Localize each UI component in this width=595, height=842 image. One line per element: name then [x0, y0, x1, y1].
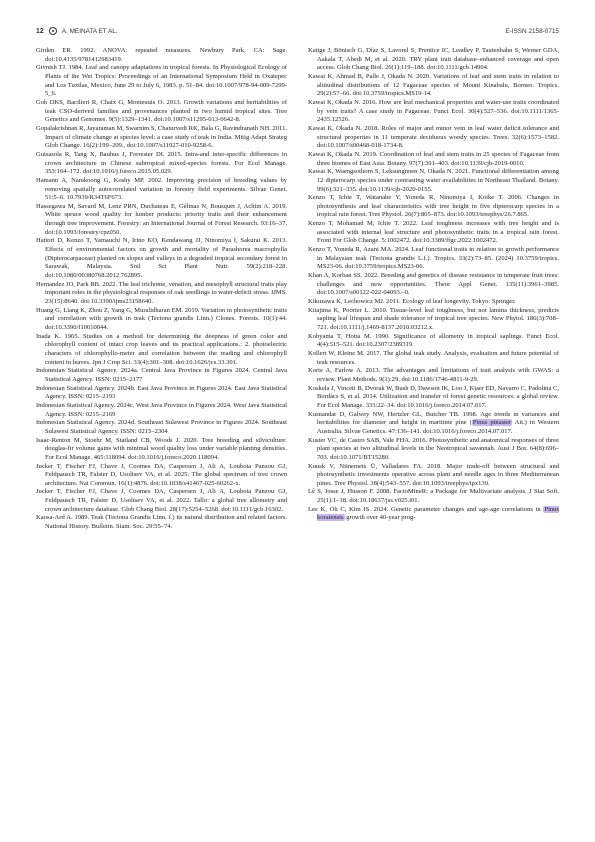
reference-entry: Kikuzawa K, Lechowicz MJ. 2011. Ecology of leaf longevity. Tokyo: Springer. — [308, 298, 516, 306]
reference-entry: Gopalakrishnan R, Jayaraman M, Swarnim S, Chaturvedi RK, Bala G, Ravindranath NH. 2011. Impact of climate change at species level: a case study of teak in India. Mitig Adapt Strateg Glob Change. 16(2):199–209., doi:10.1007/s11027-010-9258-6. — [36, 124, 287, 150]
reference-text: Ait.) in Western Australia. Silvae Genetics. 47:136–141. doi:10.1016/j.foreco.2014.07.017. — [317, 419, 559, 435]
reference-entry: Hernandez JO, Park BB. 2022. The leaf trichome, venation, and mesophyll structural traits play important roles in the physiological responses of oak seedlings to water-deficit stress. IJMS. 23(15):8640. doi:10.3390/ijms23158640. — [36, 280, 287, 306]
reference-entry: Koskela J, Vinceti B, Dvorak W, Bush D, Dawson IK, Loo J, Kjaer ED, Navarro C, Padolina C, Bordács S, et al. 2014. Utilization and transfer of forest genetic resources: a global review. For Ecol Manage. 333:22–34. doi:10.1016/j.foreco.2014.07.017. — [308, 384, 559, 409]
reference-entry: Indonesian Statistical Agency. 2024d. Southeast Sulawesi Province in Figures 2024. Southeast Sulawesi Statistical Agency. ISSN: 0215–2304 — [36, 419, 287, 435]
reference-entry: Inada K. 1965. Studies on a method for determining the deepness of green color and chlorophyll content of intact crop leaves and its practical applications.: 2. photoelectric characters of chlorophyllo-meter and correlation between the reading and chlorophyll content in leaves. Jpn J Crop Sci. 33(4):301–308. doi:10.1626/jcs.33.301. — [36, 332, 287, 366]
reference-entry: Guisasola R, Tang X, Bauhus J, Forrester DI. 2015. Intra-and inter-specific differences in crown architecture in Chinese subtropical mixed-species forests. For Ecol Manage. 353:164–172. doi:10.1016/j.foreco.2015.05.029. — [36, 150, 287, 176]
publisher-logo-icon — [49, 27, 57, 35]
reference-entry: Kuusk V, Niinemets Ü, Valladares FA. 2018. Major trade-off between structural and photosynthetic investments operative across plant and needle ages in three Mediterranean pines. Tree Physiol. 38(4):543–557. doi:10.1093/treephys/tpx139. — [308, 462, 559, 487]
reference-entry: Kawai K, Okada N. 2018. Roles of major and minor vein in leaf water deficit tolerance and structural properties in 11 temperate deciduous woody species. Trees. 32(6):1573–1582. doi:10.1007/s00468-018-1734-8. — [308, 124, 559, 150]
reference-entry: Kawai K, Okada N. 2019. Coordination of leaf and stem traits in 25 species of Fagaceae from three biomes of East Asia. Botany. 97(7):391–403. doi:10.1139/cjb-2019-0010. — [308, 150, 559, 167]
reference-text: Lee K, Oh C, Kim IS. 2024. Genetic parameter changes and age-age correlations in — [308, 505, 544, 513]
reference-entry: Indonesian Statistical Agency. 2024c. West Java Province in Figures 2024. West Java Statistical Agency. ISSN: 0215–2169 — [36, 401, 287, 418]
reference-entry: Kawai K, Waengsothorn S, Leksungnoen N, Okada N. 2021. Functional differentiation among 12 dipterocarp species under contrasting water availabilities in Northeast Thailand. Botany. 99(6):321–335. doi:10.1139/cjb-2020-0155. — [308, 168, 559, 193]
reference-column-right — [308, 47, 559, 825]
reference-entry: Kenzo T, Mohamad M, Ichie T. 2022. Leaf toughness increases with tree height and is associated with internal leaf structure and photosynthetic traits in a tropical rain forest. Front For Glob Change. 5:1002472. doi:10.3389/ffgc.2022.1002472. — [308, 220, 559, 245]
reference-entry: Kollert W, Kleine M. 2017. The global teak study. Analysis, evaluation and future potential of teak resources. — [308, 349, 559, 366]
reference-entry: Kenzo T, Yoneda R, Azani MA. 2024. Leaf functional traits in relation to growth performance in Malaysian teak (Tectona grandis L.f.). Tropics. 33(2):73–85. (2024) 10.3759/tropics. MS23-06. doi:10.3759/tropics.MS23-06. — [308, 246, 559, 271]
highlighted-term: Pinus pinaster — [472, 419, 512, 427]
reference-entry: Hattori D, Kenzo T, Yamauchi N, Irino KO, Kendawang JJ, Ninomiya I, Sakurai K. 2013. Effects of environmental factors on growth and mortality of Parashorea macrophylla (Dipterocarpaceae) planted on slopes and valleys in a degraded tropical secondary forest in Sarawak, Malaysia. Soil Sci Plant Nutr. 59(2):218–228. doi:10.1080/00380768.2012.762895. — [36, 237, 287, 280]
reference-entry: Kaosa-Ard A. 1989. Teak (Tectona Grandis Linn. f.) its natural distribution and related factors. National History. Bulletin. Siam. Soc. 29:55–74. — [36, 514, 287, 531]
running-authors: A. MEINATA ET AL. — [61, 27, 118, 35]
reference-entry: Huang G, Liang K, Zhou Z, Yang G, Muralidharan EM. 2019. Variation in photosynthetic traits and correlation with growth in teak (Tectona grandis Linn.) Clones. Forests. 10(1):44. doi:10.3390/f10010044. — [36, 306, 287, 331]
reference-entry: Kawai K, Okada N. 2016. How are leaf mechanical properties and water-use traits coordinated by vein traits? A case study in Fagaceae. Funct Ecol. 30(4):527–536. doi:10.1111/1365-2435.12526. — [308, 98, 559, 124]
reference-column-left — [36, 47, 287, 825]
reference-entry: Jucker T, Fischer FJ, Chave J, Coomes DA, Caspersen J, Ali A, Loubota Panzou GJ, Feldpausch TR, Falster D, Usoltsev VA, et al. 2025. The global spectrum of tree crown architecture. Nat Commun. 16(1):4876. doi:10.1038/s41467-025-60262-x. — [36, 462, 287, 487]
reference-entry: Indonesian Statistical Agency. 2024a. Central Java Province in Figures 2024. Central Java Statistical Agency. ISSN: 0215–2177 — [36, 367, 287, 383]
reference-entry: Kenzo T, Ichie T, Watanabe Y, Yoneda R, Ninomiya I, Koike T. 2006. Changes in photosynthesis and leaf characteristics with tree height in five dipterocarp species in a tropical rain forest. Tree Physiol. 26(7):865–873. doi:10.1093/treephys/26.7.865. — [308, 194, 559, 219]
reference-text: Kusnandar D, Galwey NW, Hertzler GL, Butcher TB. 1998. Age trends in variances and heritabilities for diameter and height in maritime pine ( — [308, 410, 559, 427]
reference-entry: Kuster VC, de Castro SAB, Vale FHA. 2016. Photosynthetic and anatomical responses of three plant species at two altitudinal levels in the Neotropical savannah. Aust J Bot. 64(8):696–703. doi:10.1071/BT15280. — [308, 436, 559, 461]
reference-entry: Givnish TJ. 1984. Leaf and canopy adaptations in tropical forests. In Physiological Ecology of Plants of the Wet Tropics: Proceedings of an International Symposium Held in Oxatepec and Los Tuxtlas, Mexico, June 29 to July 6, 1983. p. 51–84. doi:10.1007/978-94-009-7299-5_6. — [36, 64, 287, 98]
reference-entry: Hassegawa M, Savard M, Lenz PRN, Duchateau E, Gélinas N, Bousquet J, Achim A. 2019. White spruce wood quality for lumber products: priority traits and their enhancement through tree improvement. Forestry: an International Journal of Forest Research. 93:16–37. doi:10.1093/forestry/cpz050. — [36, 202, 287, 236]
reference-entry: Kawai K, Ahmad B, Palle J, Okada N. 2020. Variations of leaf and stem traits in relation to altitudinal distributions of 12 Fagaceae species of Mount Kinabalu, Borneo. Tropics. 29(2):57–66. doi:10.3759/tropics.MS19-14. — [308, 72, 559, 98]
reference-entry: Kitajima K, Poorter L. 2010. Tissue-level leaf toughness, but not lamina thickness, predicts sapling leaf lifespan and shade tolerance of tropical tree species. New Phytol. 186(3):708–721. doi:10.1111/j.1469-8137.2010.03212.x. — [308, 306, 559, 331]
reference-entry: Indonesian Statistical Agency. 2024b. East Java Province in Figures 2024. East Java Statistical Agency. ISSN: 0215–2193 — [36, 384, 287, 401]
reference-entry: Kohyama T, Hotta M. 1990. Significance of allometry in tropical saplings. Funct Ecol. 4(4):515–521. doi:10.2307/2389319. — [308, 332, 559, 349]
reference-entry: Goh DKS, Bacilieri R, Chaix G, Monteuuis O. 2013. Growth variations and heritabilities of teak CSO-derived families and provenances planted in two humid tropical sites. Tree Genetics and Genomes. 9(5):1329–1341. doi:10.1007/s11295-013-0642-8. — [36, 98, 287, 124]
journal-issn: E-ISSN 2158-0715 — [505, 27, 559, 35]
reference-entry: Isaac-Renton M, Stoehr M, Statland CB, Woods J. 2020. Tree breeding and silviculture: douglas-fir volume gains with minimal wood quality loss under variable planting densities. For Ecol Manage. 465:118094. doi:10.1016/j.foreco.2020.118094. — [36, 436, 287, 461]
reference-entry: Girden ER. 1992. ANOVA: repeated measures. Newbury Park, CA: Sage. doi:10.4135/9781412983419. — [36, 47, 287, 63]
reference-entry: Jucker T, Fischer FJ, Chave J, Coomes DA, Caspersen J, Ali A, Loubota Panzou GJ, Feldpausch TR, Falster D, Usoltsev VA, et al. 2022. Tallo: a global tree allometry and crown architecture database. Glob Chang Biol. 28(17):5254–5268. doi:10.1111/gcb.16302. — [36, 488, 287, 513]
reference-entry: Hamann A, Namkoong G, Koshy MP. 2002. Improving precision of breeding values by removing spatially autocorrelated variation in forestry field experiments. Silvae Genet. 51:5–6. 10.7939/R34T6F673. — [36, 176, 287, 202]
highlighted-term: Pinus koraiensis — [317, 505, 559, 522]
reference-entry — [308, 411, 559, 437]
reference-entry: Kattge J, Bönisch G, Díaz S, Lavorel S, Prentice IC, Leadley P, Tautenhahn S, Werner GDA, Aakala T, Abedi M, et al. 2020. TRY plant trait database–enhanced coverage and open access. Glob Chang Biol. 26(1):119–188. doi:10.1111/gcb.14904. — [308, 47, 559, 72]
reference-entry: Khan A, Korban SS. 2022. Breeding and genetics of disease resistance in temperate fruit trees: challenges and new opportunities. Theor Appl Genet. 135(11):3961–3985. doi:10.1007/s00122-022-04093.–0. — [308, 272, 559, 297]
reference-entry: Korte A, Farlow A. 2013. The advantages and limitations of trait analysis with GWAS: a review. Plant Methods. 9(1):29. doi:10.1186/1746-4811-9-29. — [308, 367, 559, 383]
running-header — [36, 24, 559, 38]
references-body — [36, 47, 559, 825]
reference-text: growth over 40-year prog- — [344, 514, 416, 522]
page-number: 12 — [36, 27, 44, 35]
header-left — [36, 27, 118, 35]
reference-entry — [308, 506, 559, 523]
reference-entry: Lê S, Josse J, Husson F. 2008. FactoMineR: a Package for Multivariate analysis. J Stat Soft. 25(1):1–18. doi:10.18637/jss.v025.i01. — [308, 488, 559, 505]
